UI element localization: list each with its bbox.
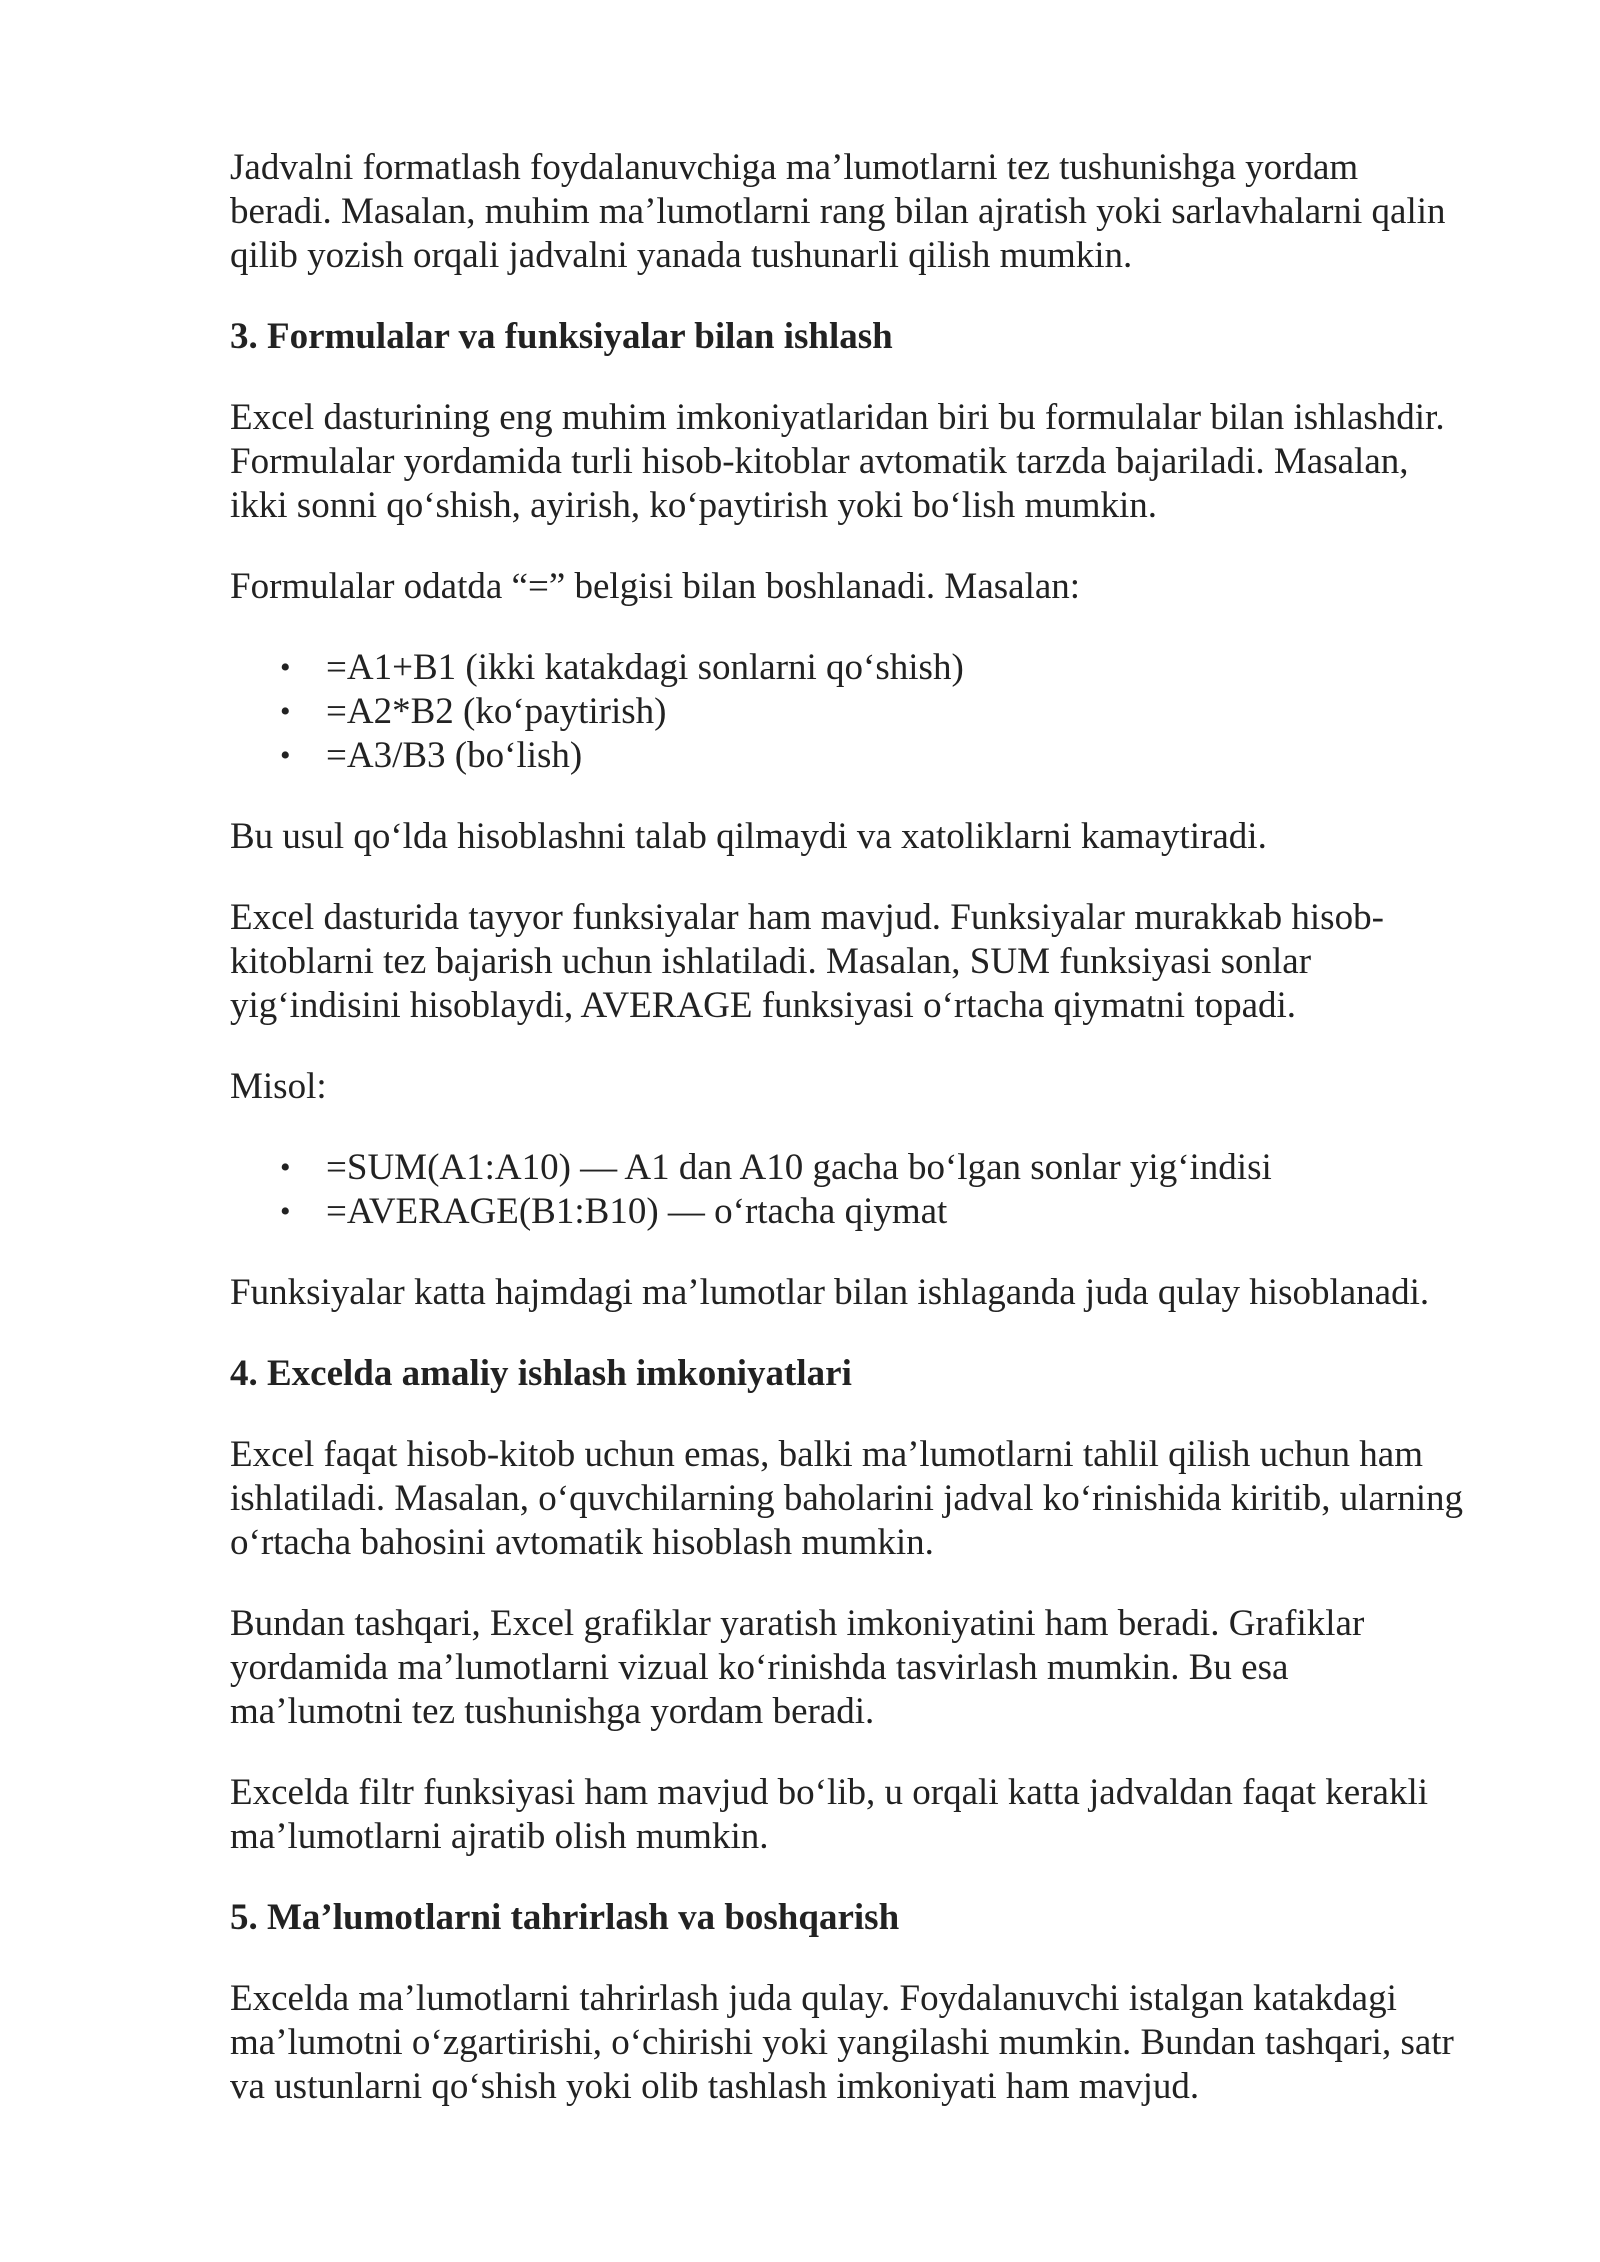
heading-section-3: 3. Formulalar va funksiyalar bilan ishlash — [230, 316, 893, 357]
bullet-icon: • — [280, 1151, 291, 1184]
paragraph-formula-start — [230, 565, 1520, 609]
list-item — [230, 646, 1520, 690]
text-line: ma’lumotni o‘zgartirishi, o‘chirishi yoki yangilashi mumkin. Bundan tashqari, satr — [230, 2022, 1454, 2063]
text-line: Funksiyalar katta hajmdagi ma’lumotlar bilan ishlaganda juda qulay hisoblanadi. — [230, 1272, 1430, 1313]
bullet-icon: • — [280, 739, 291, 772]
list-item-text: =A2*B2 (ko‘paytirish) — [326, 691, 667, 732]
function-examples-list — [230, 1146, 1520, 1234]
text-line: Bu usul qo‘lda hisoblashni talab qilmaydi va xatoliklarni kamaytiradi. — [230, 816, 1267, 857]
text-line: Misol: — [230, 1066, 327, 1107]
list-item-text: =A1+B1 (ikki katakdagi sonlarni qo‘shish) — [326, 647, 964, 688]
text-line: yordamida ma’lumotlarni vizual ko‘rinishda tasvirlash mumkin. Bu esa — [230, 1647, 1289, 1688]
paragraph-formulas-intro — [230, 396, 1520, 528]
list-item — [230, 690, 1520, 734]
text-line: kitoblarni tez bajarish uchun ishlatiladi. Masalan, SUM funksiyasi sonlar — [230, 941, 1312, 982]
paragraph-filter — [230, 1771, 1520, 1859]
list-item — [230, 1146, 1520, 1190]
text-line: ikki sonni qo‘shish, ayirish, ko‘paytirish yoki bo‘lish mumkin. — [230, 485, 1158, 526]
text-line: o‘rtacha bahosini avtomatik hisoblash mumkin. — [230, 1522, 934, 1563]
text-line: Bundan tashqari, Excel grafiklar yaratish imkoniyatini ham beradi. Grafiklar — [230, 1603, 1365, 1644]
text-line: Formulalar odatda “=” belgisi bilan boshlanadi. Masalan: — [230, 566, 1081, 607]
list-item — [230, 734, 1520, 778]
text-line: ma’lumotni tez tushunishga yordam beradi. — [230, 1691, 875, 1732]
text-line: Excel faqat hisob-kitob uchun emas, balki ma’lumotlarni tahlil qilish uchun ham — [230, 1434, 1423, 1475]
list-item-text: =A3/B3 (bo‘lish) — [326, 735, 583, 776]
text-line: yig‘indisini hisoblaydi, AVERAGE funksiyasi o‘rtacha qiymatni topadi. — [230, 985, 1297, 1026]
paragraph-functions — [230, 896, 1520, 1028]
bullet-icon: • — [280, 651, 291, 684]
paragraph-analysis — [230, 1433, 1520, 1565]
text-line: Excel dasturida tayyor funksiyalar ham mavjud. Funksiyalar murakkab hisob- — [230, 897, 1384, 938]
paragraph-editing — [230, 1977, 1520, 2109]
text-line: Excelda filtr funksiyasi ham mavjud bo‘lib, u orqali katta jadvaldan faqat kerakli — [230, 1772, 1429, 1813]
paragraph-formula-benefit — [230, 815, 1520, 859]
list-item-text: =SUM(A1:A10) — A1 dan A10 gacha bo‘lgan sonlar yig‘indisi — [326, 1147, 1272, 1188]
text-line: beradi. Masalan, muhim ma’lumotlarni rang bilan ajratish yoki sarlavhalarni qalin — [230, 191, 1446, 232]
text-line: ishlatiladi. Masalan, o‘quvchilarning baholarini jadval ko‘rinishida kiritib, ularning — [230, 1478, 1464, 1519]
paragraph-table-formatting — [230, 146, 1520, 278]
text-line: Excel dasturining eng muhim imkoniyatlaridan biri bu formulalar bilan ishlashdir. — [230, 397, 1445, 438]
bullet-icon: • — [280, 1195, 291, 1228]
list-item-text: =AVERAGE(B1:B10) — o‘rtacha qiymat — [326, 1191, 948, 1232]
bullet-icon: • — [280, 695, 291, 728]
text-line: ma’lumotlarni ajratib olish mumkin. — [230, 1816, 769, 1857]
paragraph-misol — [230, 1065, 1520, 1109]
text-line: va ustunlarni qo‘shish yoki olib tashlash imkoniyati ham mavjud. — [230, 2066, 1200, 2107]
heading-section-5: 5. Ma’lumotlarni tahrirlash va boshqarish — [230, 1897, 900, 1938]
text-line: Jadvalni formatlash foydalanuvchiga ma’lumotlarni tez tushunishga yordam — [230, 147, 1359, 188]
document-page — [230, 146, 1520, 2146]
list-item — [230, 1190, 1520, 1234]
paragraph-charts — [230, 1602, 1520, 1734]
text-line: Formulalar yordamida turli hisob-kitoblar avtomatik tarzda bajariladi. Masalan, — [230, 441, 1409, 482]
paragraph-functions-benefit — [230, 1271, 1520, 1315]
formula-examples-list — [230, 646, 1520, 778]
text-line: Excelda ma’lumotlarni tahrirlash juda qulay. Foydalanuvchi istalgan katakdagi — [230, 1978, 1397, 2019]
heading-section-4: 4. Excelda amaliy ishlash imkoniyatlari — [230, 1353, 852, 1394]
text-line: qilib yozish orqali jadvalni yanada tushunarli qilish mumkin. — [230, 235, 1133, 276]
